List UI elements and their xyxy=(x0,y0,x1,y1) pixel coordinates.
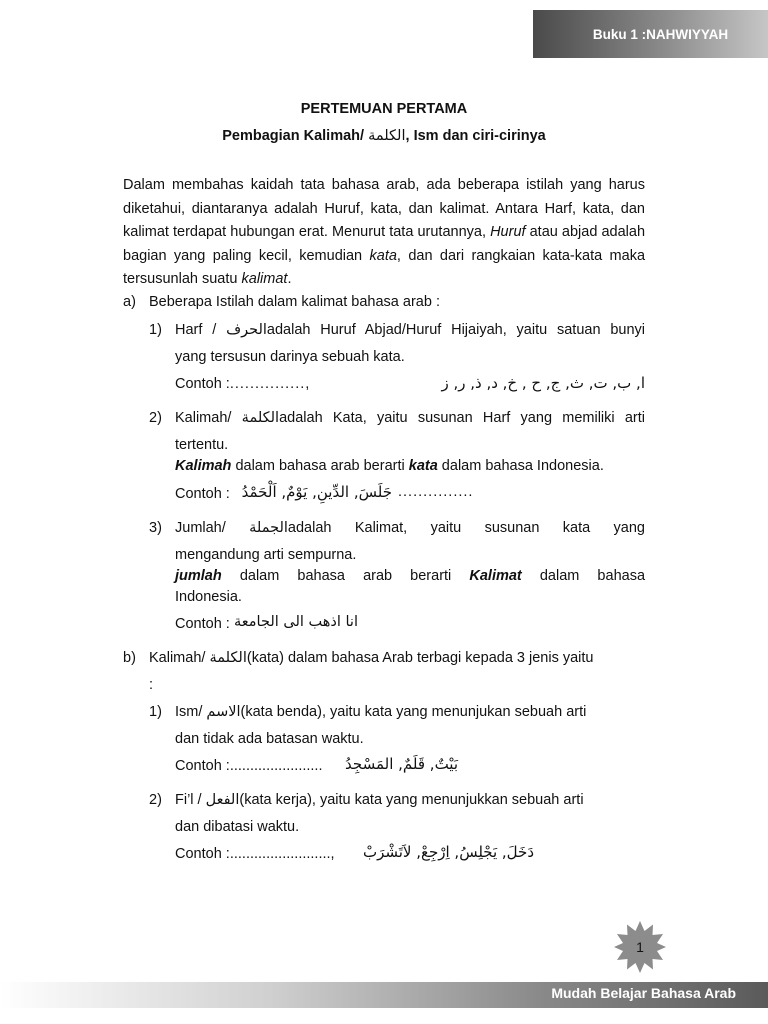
item-a3-example-arabic: انا اذهب الى الجامعة xyxy=(234,614,358,630)
item-a3-line2: mengandung arti sempurna. xyxy=(175,547,357,563)
item-a2-example-arabic: جَلَسَ, الدِّينِ, يَوْمٌ, اَلْحَمْدُ xyxy=(241,483,392,501)
header-label: Buku 1 :NAHWIYYAH xyxy=(592,26,729,42)
item-a2-example-label: Contoh : xyxy=(175,486,230,502)
section-a-heading: Beberapa Istilah dalam kalimat bahasa arab : xyxy=(149,294,440,310)
section-a-label: a) xyxy=(123,294,136,310)
item-a2-line1: Kalimah/ الكلمةadalah Kata, yaitu susunan Harf yang memiliki arti xyxy=(175,410,645,426)
item-b1-example-arabic: بَيْتٌ, قَلَمٌ, المَسْجِدُ xyxy=(345,755,458,773)
item-a1-example-arabic: ا, ب, ت, ث, ج, ح , خ, د, ذ, ر, ز xyxy=(441,374,645,392)
page-number: 1 xyxy=(636,939,644,955)
section-b-colon: : xyxy=(149,677,154,693)
item-a1-line1: Harf / الحرفadalah Huruf Abjad/Huruf Hijaiyah, yaitu satuan bunyi xyxy=(175,322,645,338)
item-b2-line1: Fi’l / الفعل(kata kerja), yaitu kata yang menunjukkan sebuah arti xyxy=(175,792,584,808)
item-b1-number: 1) xyxy=(149,704,162,720)
item-b2-example: Contoh :........................., xyxy=(175,846,335,862)
item-a3-line1: Jumlah/ الجملةadalah Kalimat, yaitu susunan kata yang xyxy=(175,520,645,536)
page-subtitle: Pembagian Kalimah/ الكلمة, Ism dan ciri-cirinya xyxy=(222,128,546,144)
item-a1-example: Contoh :..............., xyxy=(175,376,311,392)
item-b2-number: 2) xyxy=(149,792,162,808)
page-title: PERTEMUAN PERTAMA xyxy=(300,101,468,117)
page-number-badge xyxy=(613,920,667,974)
item-a3-number: 3) xyxy=(149,520,162,536)
item-a2-example-dots: ............... xyxy=(398,484,474,500)
item-a2-line2: tertentu. xyxy=(175,437,229,453)
item-a3-note-line2: Indonesia. xyxy=(175,589,242,605)
item-a3-example-label: Contoh : xyxy=(175,616,230,632)
item-a3-note: jumlah dalam bahasa arab berarti Kalimat dalam bahasa xyxy=(175,568,646,584)
item-b1-example: Contoh :....................... xyxy=(175,758,323,774)
item-b2-line2: dan dibatasi waktu. xyxy=(175,819,300,835)
item-b1-line1: Ism/ الاسم(kata benda), yaitu kata yang menunjukan sebuah arti xyxy=(175,704,587,720)
item-a1-line2: yang tersusun darinya sebuah kata. xyxy=(175,349,405,365)
footer-bar xyxy=(0,982,768,1008)
item-b2-example-arabic: دَخَلَ, يَجْلِسُ, اِرْجِعْ, لاَتَشْرَبْ xyxy=(362,843,534,861)
item-b1-line2: dan tidak ada batasan waktu. xyxy=(175,731,364,747)
item-a2-note: Kalimah dalam bahasa arab berarti kata dalam bahasa Indonesia. xyxy=(175,458,604,474)
footer-label: Mudah Belajar Bahasa Arab xyxy=(551,985,736,1001)
item-a1-number: 1) xyxy=(149,322,162,338)
section-b-label: b) xyxy=(123,650,136,666)
item-a2-number: 2) xyxy=(149,410,162,426)
intro-paragraph: Dalam membahas kaidah tata bahasa arab, ada beberapa istilah yang harus diketahui, diantaranya adalah Huruf, kata, dan kalimat. Antara Harf, kata, dan kalimat terdapat hubungan erat. Menurut tata urutannya, Huruf atau abjad adalah bagian yang paling kecil, kemudian kata, dan dari rangkaian kata-kata maka tersusunlah suatu kalimat. xyxy=(123,177,646,287)
section-b-heading: Kalimah/ الكلمة(kata) dalam bahasa Arab terbagi kepada 3 jenis yaitu xyxy=(149,650,594,666)
header-tab xyxy=(533,10,768,58)
